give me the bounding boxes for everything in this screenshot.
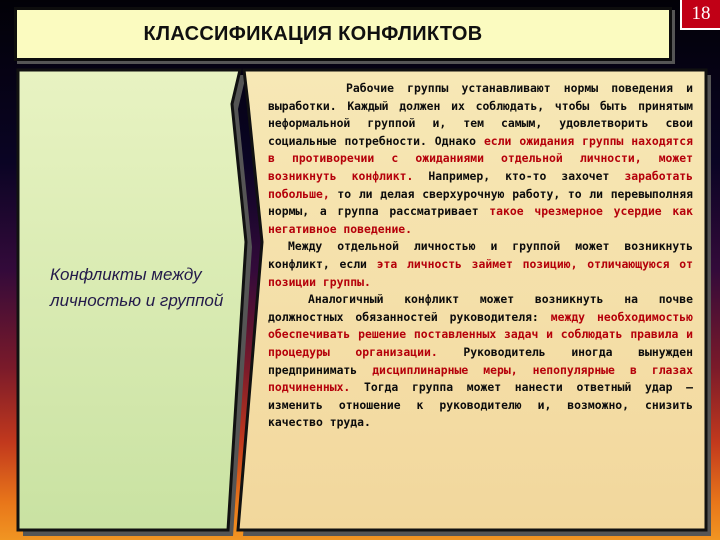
body-text bbox=[268, 80, 693, 432]
paragraph-1: Рабочие группы устанавливают нормы поведения и выработки. Каждый должен их соблюдать, чтобы быть принятым неформальной группой и, тем самым, удовлетворить свои социальные потребности. Однако если ожидания группы находятся в противоречии с ожиданиями отдельной личности, может возникнуть конфликт. Например, кто-то захочет заработать побольше, то ли делая сверхурочную работу, то ли перевыполняя нормы, а группа рассматривает такое чрезмерное усердие как негативное поведение. bbox=[268, 81, 694, 236]
left-panel-label: Конфликты между личностью и группой bbox=[50, 265, 224, 310]
slide-title: КЛАССИФИКАЦИЯ КОНФЛИКТОВ bbox=[143, 22, 483, 45]
paragraph-2: Между отдельной личностью и группой может возникнуть конфликт, если эта личность займет позицию, отличающуюся от позиции группы. bbox=[268, 239, 693, 289]
page-number-badge: 18 bbox=[680, 0, 720, 30]
paragraph-3: Аналогичный конфликт может возникнуть на почве должностных обязанностей руководителя: между необходимостью обеспечивать решение поставленных задач и соблюдать правила и процедуры организации. Руководитель иногда вынужден предпринимать дисциплинарные меры, непопулярные в глазах подчиненных. Тогда группа может нанести ответный удар – изменить отношение к руководителю и, возможно, снизить качество труда. bbox=[268, 292, 694, 430]
